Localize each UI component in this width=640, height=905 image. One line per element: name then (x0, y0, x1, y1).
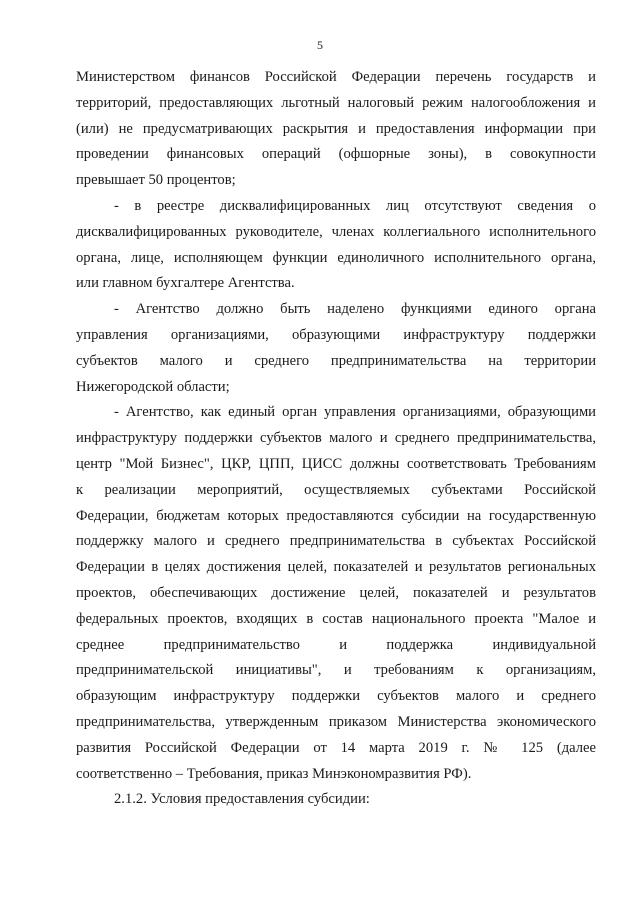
text-line: предпринимательства, утвержденным приказом Министерства экономического (76, 713, 596, 730)
text-line: Министерством финансов Российской Федерации перечень государств и (76, 69, 596, 85)
text-line: среднее предпринимательство и поддержка индивидуальной (76, 636, 596, 653)
text-line: органа, лице, исполняющем функции единоличного исполнительного органа, (76, 249, 596, 266)
text-line: проведении финансовых операций (офшорные зоны), в совокупности (76, 146, 596, 163)
text-line: предпринимательской инициативы", и требованиям к организациям, (76, 662, 596, 679)
text-line: территорий, предоставляющих льготный налоговый режим налогообложения и (76, 94, 596, 111)
text-line: образующим инфраструктуру поддержки субъектов малого и среднего (76, 688, 596, 705)
text-line: центр "Мой Бизнес", ЦКР, ЦПП, ЦИСС должны соответствовать Требованиям (76, 455, 596, 472)
text-line: к реализации мероприятий, осуществляемых субъектами Российской (76, 481, 596, 498)
text-line: дисквалифицированных руководителе, членах коллегиального исполнительного (76, 223, 596, 240)
text-line: развития Российской Федерации от 14 марта 2019 г. № 125 (далее (76, 739, 596, 756)
text-line: соответственно – Требования, приказ Минэкономразвития РФ). (76, 765, 472, 782)
text-line: превышает 50 процентов; (76, 172, 236, 189)
document-body (76, 65, 596, 813)
text-line: поддержку малого и среднего предпринимательства в субъектах Российской (76, 533, 596, 550)
text-line: 2.1.2. Условия предоставления субсидии: (114, 791, 370, 808)
text-line: Федерации в целях достижения целей, показателей и результатов региональных (76, 559, 596, 576)
text-line: субъектов малого и среднего предпринимательства на территории (76, 352, 596, 369)
text-line: (или) не предусматривающих раскрытия и предоставления информации при (76, 120, 596, 137)
text-line: Нижегородской области; (76, 378, 230, 395)
page-number: 5 (317, 38, 323, 52)
text-line: инфраструктуру поддержки субъектов малого и среднего предпринимательства, (76, 430, 596, 447)
text-line: управления организациями, образующими инфраструктуру поддержки (76, 326, 596, 343)
text-line: федеральных проектов, входящих в состав национального проекта "Малое и (76, 610, 596, 627)
text-line: Федерации, бюджетам которых предоставляются субсидии на государственную (76, 507, 596, 524)
text-line: - Агентство, как единый орган управления организациями, образующими (114, 404, 596, 421)
text-line: или главном бухгалтере Агентства. (76, 275, 295, 292)
text-line: - Агентство должно быть наделено функциями единого органа (114, 301, 596, 318)
text-line: проектов, обеспечивающих достижение целей, показателей и результатов (76, 584, 596, 601)
text-line: - в реестре дисквалифицированных лиц отсутствуют сведения о (114, 197, 596, 214)
